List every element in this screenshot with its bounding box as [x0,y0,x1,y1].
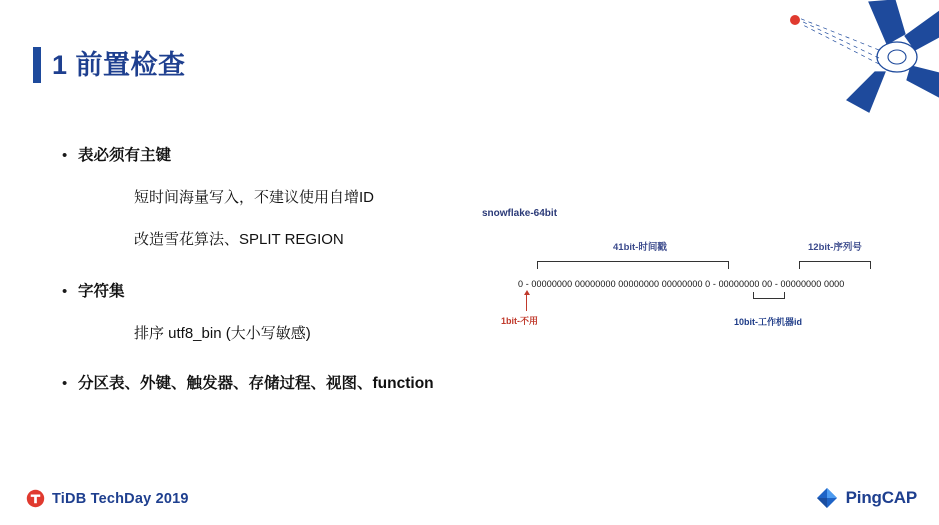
pingcap-logo-icon [814,485,840,511]
title-accent-bar [33,47,41,83]
red-dot-icon [790,15,800,25]
diagram-label-sequence: 12bit-序列号 [808,242,862,253]
footer-right [814,485,917,511]
diagram-title: snowflake-64bit [482,208,558,219]
diagram-label-timestamp: 41bit-时间戳 [613,242,667,253]
bullet-subline: 短时间海量写入，不建议使用自增ID [134,189,375,206]
diagram-label-worker: 10bit-工作机器id [734,317,803,327]
diagram-label-unused: 1bit-不用 [501,316,538,326]
bullet-label: 表必须有主键 [78,147,172,164]
footer-brand-label: PingCAP [845,488,917,507]
bullet-label: 分区表、外键、触发器、存储过程、视图、function [78,375,434,392]
brace-timestamp [537,261,729,269]
bullet-item [62,279,482,305]
brace-sequence [799,261,871,269]
bullet-list [62,143,482,399]
tidb-logo-icon [26,489,45,508]
bullet-item [62,143,482,169]
bullet-item [62,371,482,397]
footer-event-label: TiDB TechDay 2019 [52,490,189,507]
arrow-up-icon [526,294,527,311]
pinwheel-decoration [719,0,939,140]
brace-worker [753,292,785,299]
bullet-label: 字符集 [78,283,125,300]
bullet-dot-icon: • [62,147,68,164]
bullet-dot-icon: • [62,283,68,300]
title-text: 1 前置检查 [52,49,186,80]
bullet-subline: 排序 utf8_bin (大小写敏感) [134,325,311,342]
bits-string: 0 - 00000000 00000000 00000000 00000000 0 - 00000000 00 - 00000000 0000 [518,279,845,289]
snowflake-diagram [475,195,895,345]
page-title [33,47,186,83]
bullet-subline: 改造雪花算法、SPLIT REGION [134,231,344,248]
footer-left [26,489,189,508]
bullet-dot-icon: • [62,375,68,392]
